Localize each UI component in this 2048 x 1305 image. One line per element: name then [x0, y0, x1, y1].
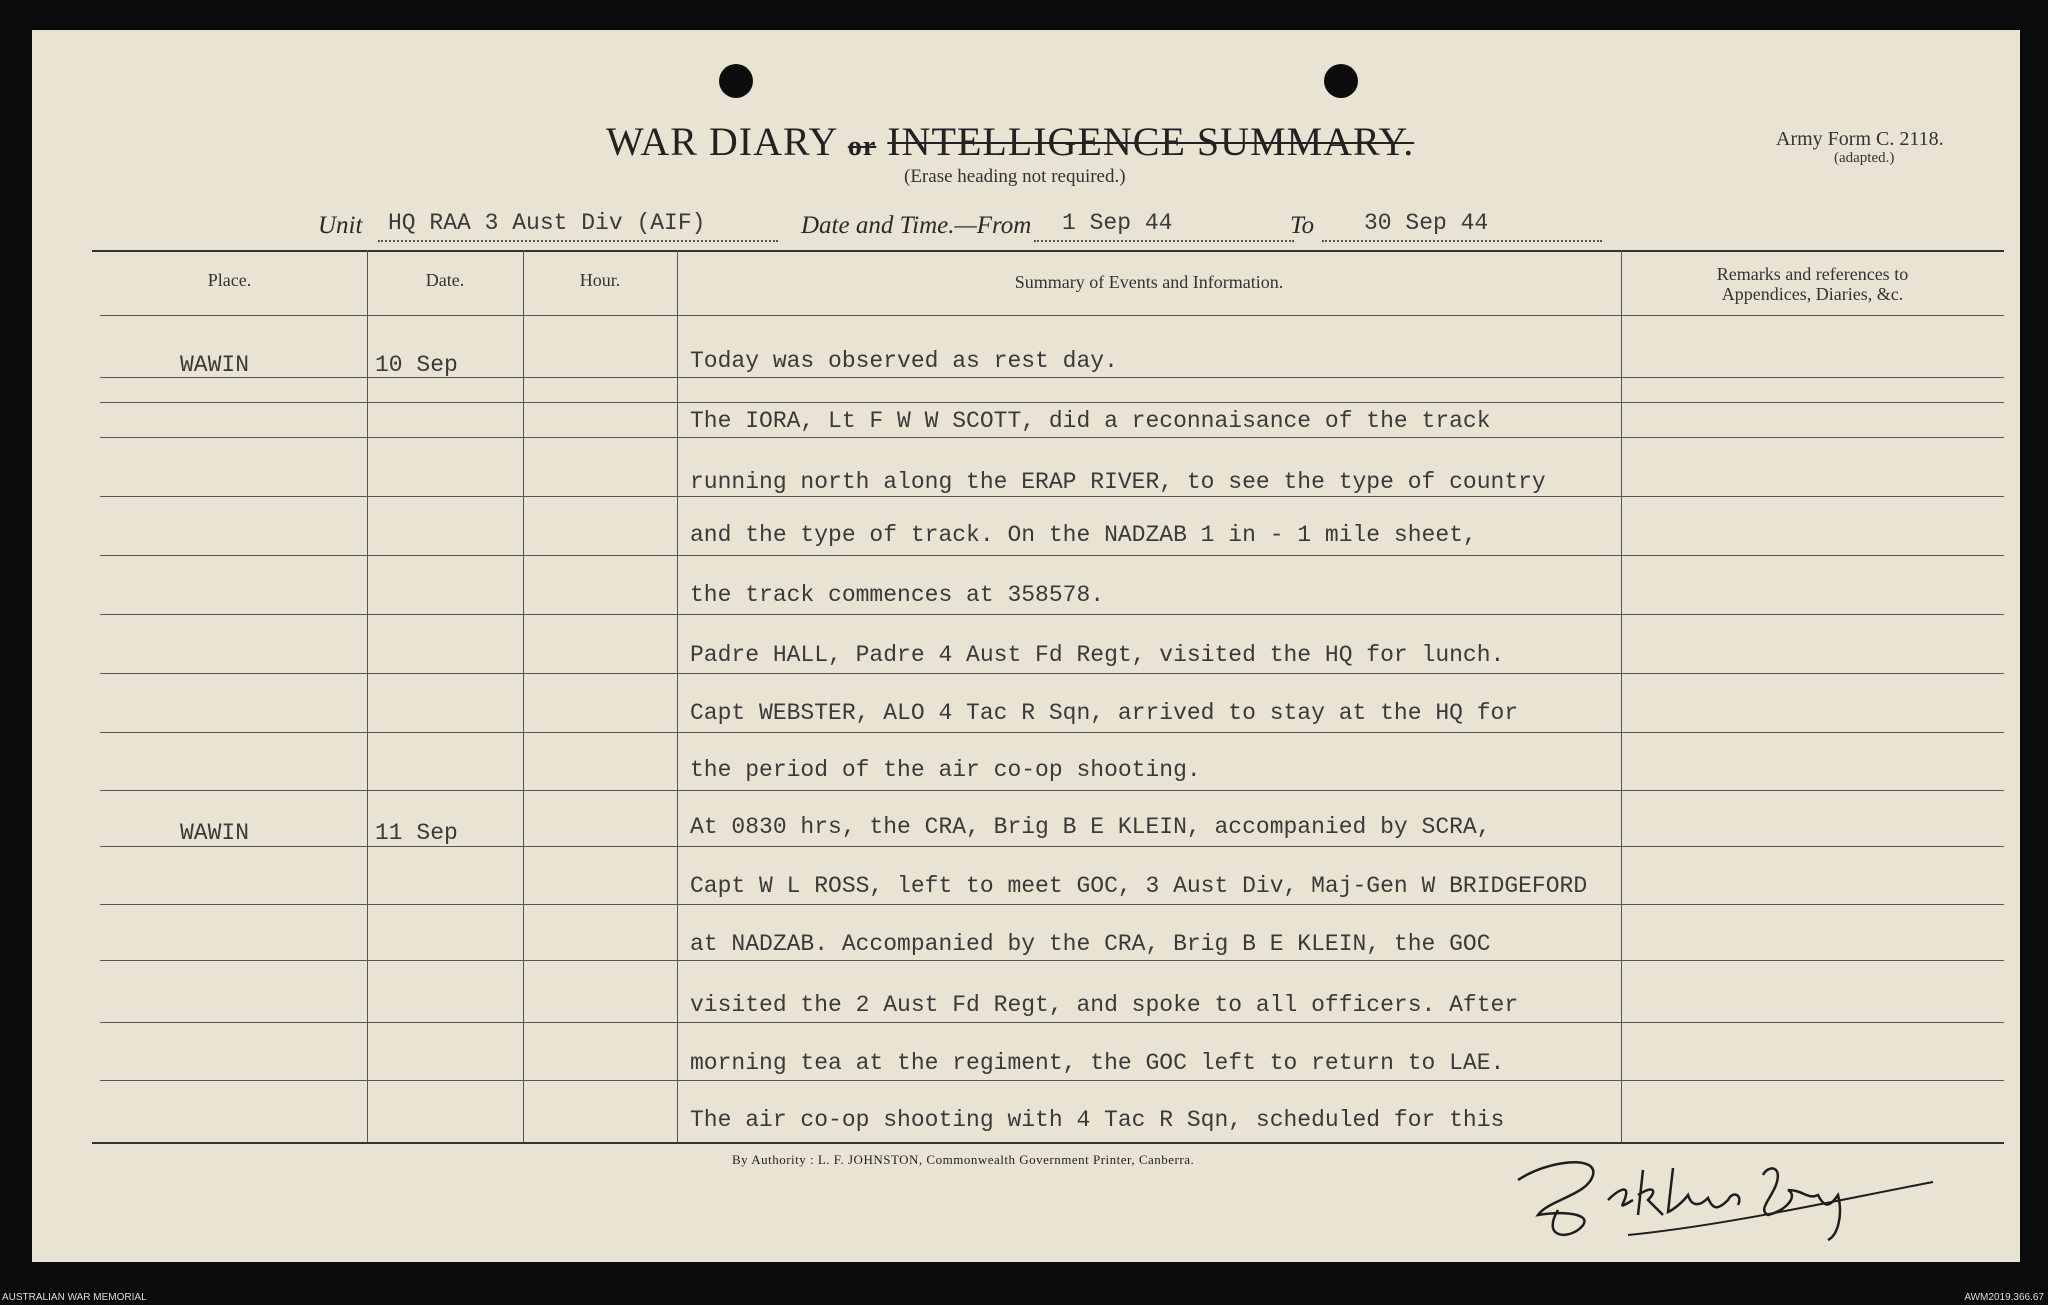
- punch-hole: [1324, 64, 1358, 98]
- entry-place: WAWIN: [180, 820, 250, 846]
- summary-line: The IORA, Lt F W W SCOTT, did a reconnaisance of the track: [690, 408, 1491, 434]
- from-dotted-line: [1034, 240, 1294, 242]
- form-subtitle: (Erase heading not required.): [904, 166, 1126, 187]
- column-divider: [1621, 250, 1622, 1142]
- date-from-value: 1 Sep 44: [1062, 210, 1173, 236]
- unit-value: HQ RAA 3 Aust Div (AIF): [388, 210, 706, 236]
- signature-text: [1532, 1210, 1538, 1211]
- summary-line: the track commences at 358578.: [690, 582, 1105, 608]
- summary-line: at NADZAB. Accompanied by the CRA, Brig B E KLEIN, the GOC: [690, 931, 1491, 957]
- heading-place: Place.: [207, 270, 252, 290]
- summary-line: At 0830 hrs, the CRA, Brig B E KLEIN, accompanied by SCRA,: [690, 814, 1491, 840]
- archive-strip: [0, 1290, 2048, 1305]
- summary-line: Padre HALL, Padre 4 Aust Fd Regt, visited the HQ for lunch.: [690, 642, 1505, 668]
- title-struck-heading: INTELLIGENCE SUMMARY.: [887, 119, 1415, 164]
- heading-hour: Hour.: [579, 270, 621, 290]
- summary-line: Capt WEBSTER, ALO 4 Tac R Sqn, arrived to stay at the HQ for: [690, 700, 1519, 726]
- table-rule: [100, 496, 2004, 497]
- table-rule: [100, 614, 2004, 615]
- table-rule: [100, 960, 2004, 961]
- table-rule: [100, 790, 2004, 791]
- to-dotted-line: [1322, 240, 1602, 242]
- punch-hole: [719, 64, 753, 98]
- army-form-adapted: (adapted.): [1834, 150, 1895, 166]
- table-rule: [100, 846, 2004, 847]
- table-rule: [100, 402, 2004, 403]
- date-time-label: Date and Time.—From: [801, 212, 1032, 239]
- printer-authority: By Authority : L. F. JOHNSTON, Commonwealth Government Printer, Canberra.: [732, 1152, 1195, 1167]
- table-rule: [100, 904, 2004, 905]
- title-or: or: [847, 131, 877, 162]
- summary-line: Today was observed as rest day.: [690, 348, 1118, 374]
- summary-line: and the type of track. On the NADZAB 1 in - 1 mile sheet,: [690, 522, 1477, 548]
- column-divider: [523, 250, 524, 1142]
- entry-date: 11 Sep: [375, 820, 458, 846]
- column-divider: [677, 250, 678, 1142]
- table-rule: [100, 1080, 2004, 1081]
- summary-line: visited the 2 Aust Fd Regt, and spoke to all officers. After: [690, 992, 1519, 1018]
- title-war-diary: WAR DIARY: [606, 119, 837, 164]
- table-top-rule: [92, 250, 2004, 252]
- table-rule: [100, 1022, 2004, 1023]
- table-rule: [100, 673, 2004, 674]
- army-form-number: Army Form C. 2118.: [1776, 128, 1944, 150]
- signature: [1508, 1140, 1948, 1250]
- diary-page: [32, 30, 2020, 1262]
- table-rule: [100, 315, 2004, 316]
- heading-remarks-line1: Remarks and references to: [1716, 264, 1909, 284]
- summary-line: Capt W L ROSS, left to meet GOC, 3 Aust Div, Maj-Gen W BRIDGEFORD: [690, 873, 1588, 899]
- summary-line: The air co-op shooting with 4 Tac R Sqn, scheduled for this: [690, 1107, 1505, 1133]
- column-divider: [367, 250, 368, 1142]
- summary-line: the period of the air co-op shooting.: [690, 757, 1201, 783]
- summary-line: morning tea at the regiment, the GOC left to return to LAE.: [690, 1050, 1505, 1076]
- to-label: To: [1290, 212, 1315, 239]
- archive-reference: AWM2019.366.67: [1964, 1292, 2044, 1303]
- table-rule: [100, 732, 2004, 733]
- table-rule: [100, 437, 2004, 438]
- archive-source: AUSTRALIAN WAR MEMORIAL: [2, 1292, 147, 1303]
- date-to-value: 30 Sep 44: [1364, 210, 1489, 236]
- entry-date: 10 Sep: [375, 352, 458, 378]
- table-rule: [100, 555, 2004, 556]
- summary-line: running north along the ERAP RIVER, to see the type of country: [690, 469, 1546, 495]
- form-title: [606, 118, 1414, 165]
- heading-remarks-line2: Appendices, Diaries, &c.: [1721, 284, 1904, 304]
- heading-date: Date.: [425, 270, 465, 290]
- heading-summary: Summary of Events and Information.: [1014, 272, 1284, 292]
- unit-label: Unit: [318, 212, 363, 239]
- unit-dotted-line: [378, 240, 778, 242]
- entry-place: WAWIN: [180, 352, 250, 378]
